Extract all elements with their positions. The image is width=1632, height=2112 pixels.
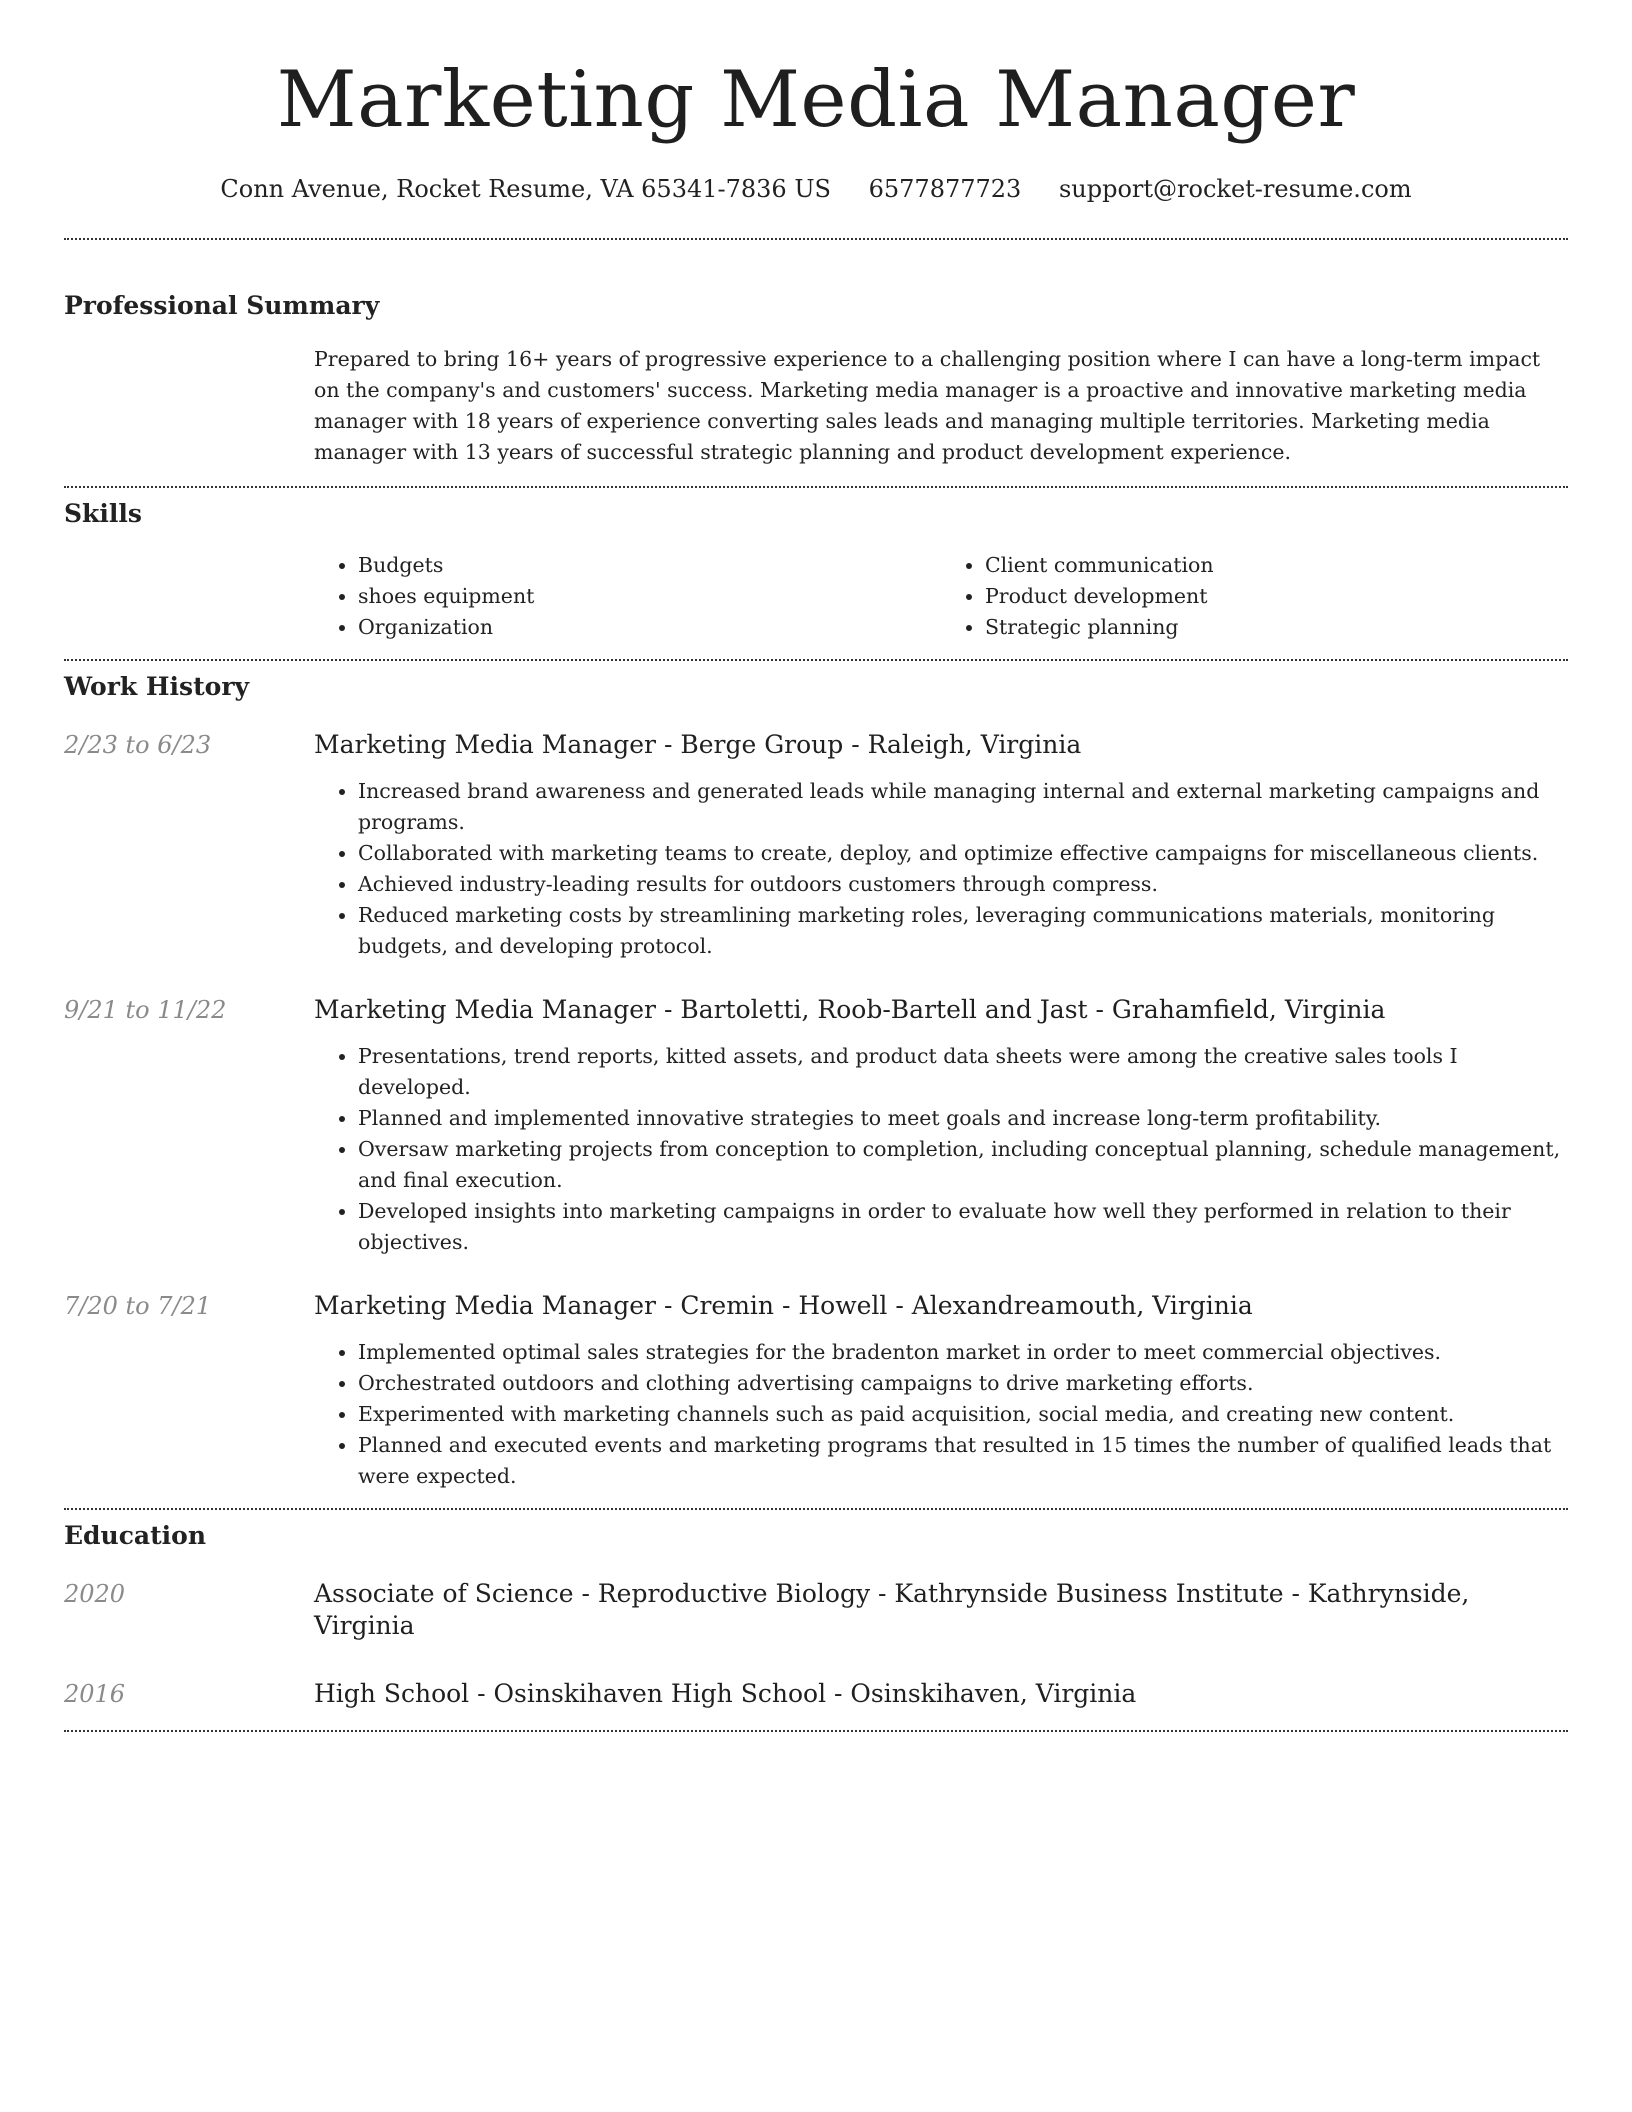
skill-item: • Strategic planning [985, 612, 1568, 643]
education-heading: Associate of Science - Reproductive Biology - Kathrynside Business Institute - Kathrynside, Virginia [314, 1579, 1470, 1640]
job-entry [64, 729, 1568, 962]
contact-email: support@rocket-resume.com [1058, 175, 1412, 203]
education-year: 2016 [64, 1680, 126, 1708]
job-bullet: • Experimented with marketing channels such as paid acquisition, social media, and creating new content. [358, 1399, 1568, 1430]
education-entry [64, 1578, 1568, 1642]
education-heading: High School - Osinskihaven High School - Osinskihaven, Virginia [314, 1679, 1137, 1708]
work-history-title: Work History [64, 672, 250, 701]
summary-text: Prepared to bring 16+ years of progressive experience to a challenging position where I can have a long-term impact on the company's and customers' success. Marketing media manager is a proactive and innovative marketing media manager with 18 years of experience converting sales leads and managing multiple territories. Marketing media manager with 13 years of successful strategic planning and product development experience. [314, 347, 1541, 464]
skills-list [314, 550, 1568, 643]
job-bullet: • Collaborated with marketing teams to create, deploy, and optimize effective campaigns for miscellaneous clients. [358, 838, 1568, 869]
job-date: 2/23 to 6/23 [64, 731, 212, 759]
skills-section [64, 488, 1568, 659]
job-bullet: • Oversaw marketing projects from conception to completion, including conceptual planning, schedule management, and final execution. [358, 1134, 1568, 1196]
job-bullet: • Planned and executed events and marketing programs that resulted in 15 times the number of qualified leads that were expected. [358, 1430, 1568, 1492]
job-bullet: • Orchestrated outdoors and clothing advertising campaigns to drive marketing efforts. [358, 1368, 1568, 1399]
skill-item: • Budgets [358, 550, 941, 581]
job-bullet: • Planned and implemented innovative strategies to meet goals and increase long-term profitability. [358, 1103, 1568, 1134]
section-divider [64, 1730, 1568, 1732]
job-date: 9/21 to 11/22 [64, 996, 227, 1024]
job-heading: Marketing Media Manager - Cremin - Howell - Alexandreamouth, Virginia [314, 1291, 1253, 1320]
skill-item: • shoes equipment [358, 581, 941, 612]
job-bullet: • Reduced marketing costs by streamlining marketing roles, leveraging communications materials, monitoring budgets, and developing protocol. [358, 900, 1568, 962]
education-title: Education [64, 1521, 207, 1550]
job-bullets [314, 1041, 1568, 1258]
summary-section [64, 240, 1568, 486]
resume-header [64, 0, 1568, 204]
contact-phone: 6577877723 [868, 175, 1022, 203]
skills-column-1 [314, 550, 941, 643]
job-bullets [314, 776, 1568, 962]
skill-item: • Client communication [985, 550, 1568, 581]
skill-item: • Product development [985, 581, 1568, 612]
work-history-section [64, 661, 1568, 1508]
job-heading: Marketing Media Manager - Bartoletti, Roob-Bartell and Jast - Grahamfield, Virginia [314, 995, 1386, 1024]
job-bullet: • Achieved industry-leading results for outdoors customers through compress. [358, 869, 1568, 900]
skills-title: Skills [64, 499, 142, 528]
job-bullet: • Presentations, trend reports, kitted assets, and product data sheets were among the creative sales tools I developed. [358, 1041, 1568, 1103]
candidate-name: Marketing Media Manager [276, 55, 1356, 145]
job-bullet: • Increased brand awareness and generated leads while managing internal and external marketing campaigns and programs. [358, 776, 1568, 838]
contact-address: Conn Avenue, Rocket Resume, VA 65341-7836 US [220, 175, 831, 203]
job-entry [64, 994, 1568, 1258]
job-bullet: • Implemented optimal sales strategies for the bradenton market in order to meet commercial objectives. [358, 1337, 1568, 1368]
job-entry [64, 1290, 1568, 1492]
education-entry [64, 1678, 1568, 1710]
job-heading: Marketing Media Manager - Berge Group - Raleigh, Virginia [314, 730, 1082, 759]
contact-line [64, 174, 1568, 204]
skills-column-2 [941, 550, 1568, 643]
job-date: 7/20 to 7/21 [64, 1292, 212, 1320]
education-year: 2020 [64, 1580, 126, 1608]
education-section [64, 1510, 1568, 1730]
job-bullets [314, 1337, 1568, 1492]
summary-title: Professional Summary [64, 291, 380, 320]
skill-item: • Organization [358, 612, 941, 643]
job-bullet: • Developed insights into marketing campaigns in order to evaluate how well they performed in relation to their objectives. [358, 1196, 1568, 1258]
